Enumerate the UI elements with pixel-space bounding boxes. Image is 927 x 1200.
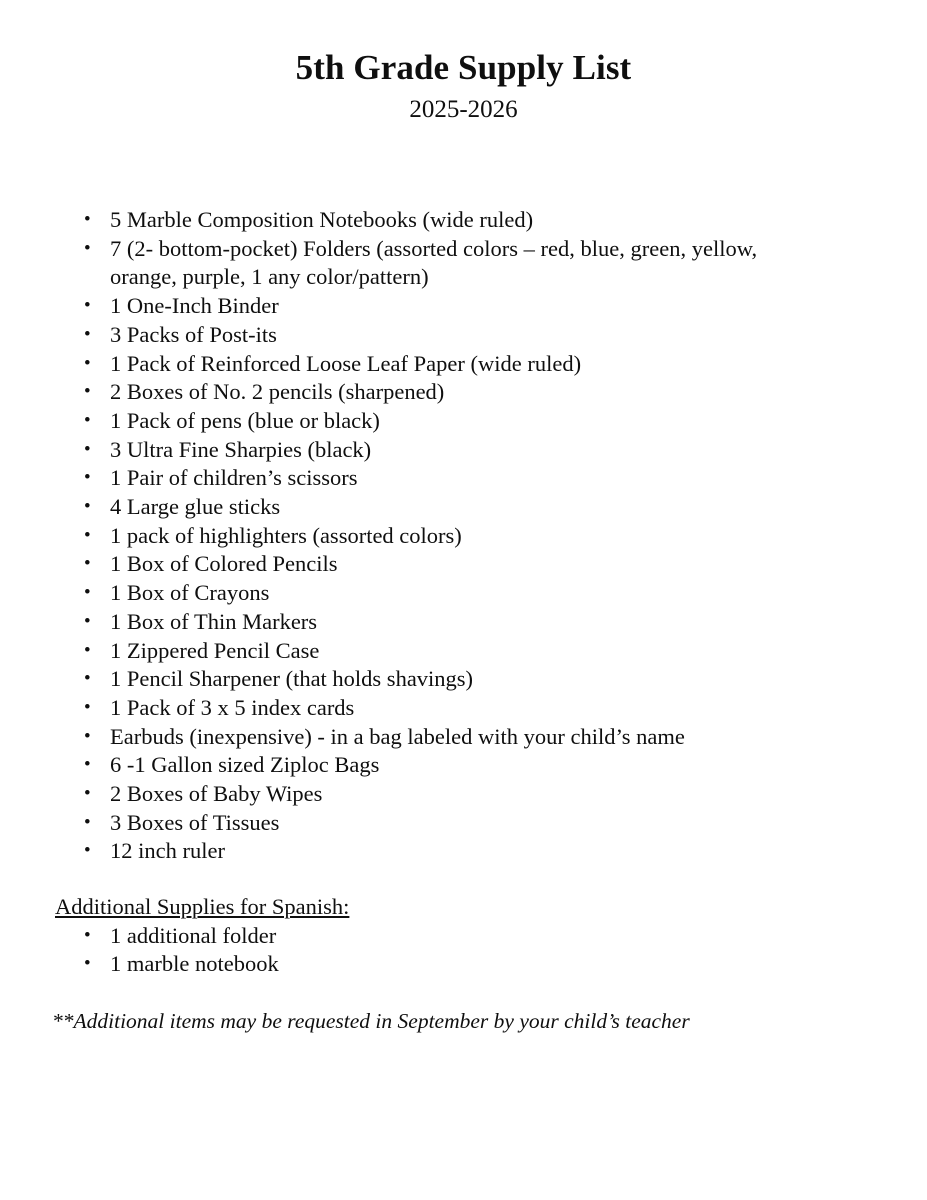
footer-note: **Additional items may be requested in September by your child’s teacher — [52, 1009, 690, 1033]
supply-list-item: • 2 Boxes of No. 2 pencils (sharpened) — [0, 378, 927, 407]
school-year-subtitle: 2025-2026 — [409, 96, 518, 124]
supply-list-item: • 1 One-Inch Binder — [0, 292, 927, 321]
supply-list-item: • 3 Packs of Post-its — [0, 321, 927, 350]
supply-list-item: • Earbuds (inexpensive) - in a bag labeled with your child’s name — [0, 723, 927, 752]
supply-list-item: • 12 inch ruler — [0, 837, 927, 866]
supply-list-item: • 7 (2- bottom-pocket) Folders (assorted colors – red, blue, green, yellow, orange, purple, 1 any color/pattern) — [0, 235, 927, 292]
supply-list-item: • 1 Pack of Reinforced Loose Leaf Paper (wide ruled) — [0, 350, 927, 379]
supply-list-item: • 2 Boxes of Baby Wipes — [0, 780, 927, 809]
section-heading-spanish: Additional Supplies for Spanish: — [55, 894, 350, 919]
supply-list-item: • 1 Pack of pens (blue or black) — [0, 407, 927, 436]
page-title: 5th Grade Supply List — [295, 48, 632, 87]
supply-list-item: • 3 Boxes of Tissues — [0, 809, 927, 838]
spanish-supply-list-item: • 1 additional folder — [0, 922, 927, 951]
document-header — [0, 0, 927, 125]
supply-list-item: • 1 pack of highlighters (assorted colors) — [0, 522, 927, 551]
supply-list — [0, 206, 927, 866]
supply-list-item: • 1 Pair of children’s scissors — [0, 464, 927, 493]
supply-list-item: • 1 Zippered Pencil Case — [0, 637, 927, 666]
supply-list-item: • 1 Box of Colored Pencils — [0, 550, 927, 579]
supply-list-item: • 1 Pack of 3 x 5 index cards — [0, 694, 927, 723]
supply-list-item: • 5 Marble Composition Notebooks (wide ruled) — [0, 206, 927, 235]
supply-list-item: • 1 Box of Thin Markers — [0, 608, 927, 637]
spanish-supply-list — [0, 922, 927, 979]
supply-list-item: • 4 Large glue sticks — [0, 493, 927, 522]
supply-list-item: • 1 Pencil Sharpener (that holds shavings) — [0, 665, 927, 694]
additional-supplies-section — [0, 893, 927, 979]
supply-list-item: • 3 Ultra Fine Sharpies (black) — [0, 436, 927, 465]
spanish-supply-list-item: • 1 marble notebook — [0, 950, 927, 979]
supply-list-item: • 1 Box of Crayons — [0, 579, 927, 608]
supply-list-item: • 6 -1 Gallon sized Ziploc Bags — [0, 751, 927, 780]
